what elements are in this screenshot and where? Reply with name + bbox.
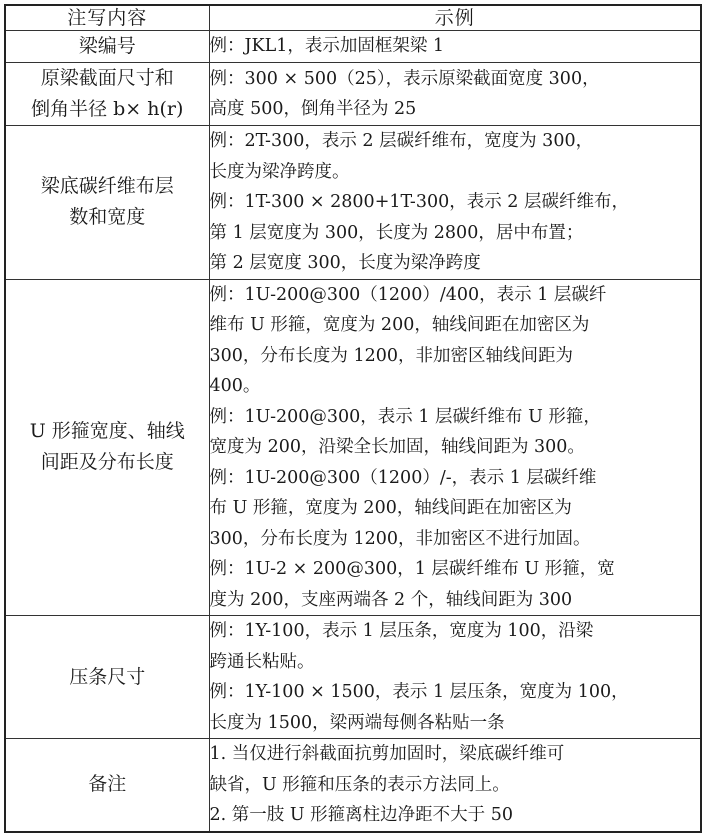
header-annotation-content: 注写内容	[5, 5, 209, 31]
row-content-pressing-strip: 例：1Y-100，表示 1 层压条，宽度为 100，沿梁 跨通长粘贴。 例：1Y-100 × 1500，表示 1 层压条，宽度为 100， 长度为 1500，梁两端每侧各粘贴一条	[209, 616, 701, 739]
document-page	[4, 4, 700, 833]
row-label-u-hoop: U 形箍宽度、轴线 间距及分布长度	[5, 279, 209, 616]
row-content-bottom-cfrp: 例：2T-300，表示 2 层碳纤维布，宽度为 300， 长度为梁净跨度。 例：1T-300 × 2800+1T-300，表示 2 层碳纤维布， 第 1 层宽度为 300，长度为 2800，居中布置； 第 2 层宽度 300，长度为梁净跨度	[209, 126, 701, 280]
row-content-remarks: 1. 当仅进行斜截面抗剪加固时，梁底碳纤维可 缺省，U 形箍和压条的表示方法同上。 2. 第一肢 U 形箍离柱边净距不大于 50	[209, 739, 701, 832]
row-label-bottom-cfrp: 梁底碳纤维布层 数和宽度	[5, 126, 209, 280]
row-content-u-hoop: 例：1U-200@300（1200）/400，表示 1 层碳纤 维布 U 形箍，宽度为 200，轴线间距在加密区为 300，分布长度为 1200，非加密区轴线间距为 400。 例：1U-200@300，表示 1 层碳纤维布 U 形箍， 宽度为 200，沿梁全长加固，轴线间距为 300。 例：1U-200@300（1200）/-，表示 1 层碳纤维 布 U 形箍，宽度为 200，轴线间距在加密区为 300，分布长度为 1200，非加密区不进行加固。 例：1U-2 × 200@300，1 层碳纤维布 U 形箍，宽 度为 200，支座两端各 2 个，轴线间距为 300	[209, 279, 701, 616]
row-content-section-size: 例：300 × 500（25），表示原梁截面宽度 300， 高度 500，倒角半径为 25	[209, 63, 701, 126]
annotation-spec-table	[4, 4, 702, 833]
table-row	[5, 31, 701, 63]
table-row	[5, 739, 701, 832]
row-label-remarks: 备注	[5, 739, 209, 832]
row-content-beam-id: 例：JKL1，表示加固框架梁 1	[209, 31, 701, 63]
header-example: 示例	[209, 5, 701, 31]
table-row	[5, 63, 701, 126]
row-label-pressing-strip: 压条尺寸	[5, 616, 209, 739]
row-label-section-size: 原梁截面尺寸和 倒角半径 b× h(r)	[5, 63, 209, 126]
table-row	[5, 279, 701, 616]
row-label-beam-id: 梁编号	[5, 31, 209, 63]
table-header-row	[5, 5, 701, 31]
table-row	[5, 126, 701, 280]
table-row	[5, 616, 701, 739]
